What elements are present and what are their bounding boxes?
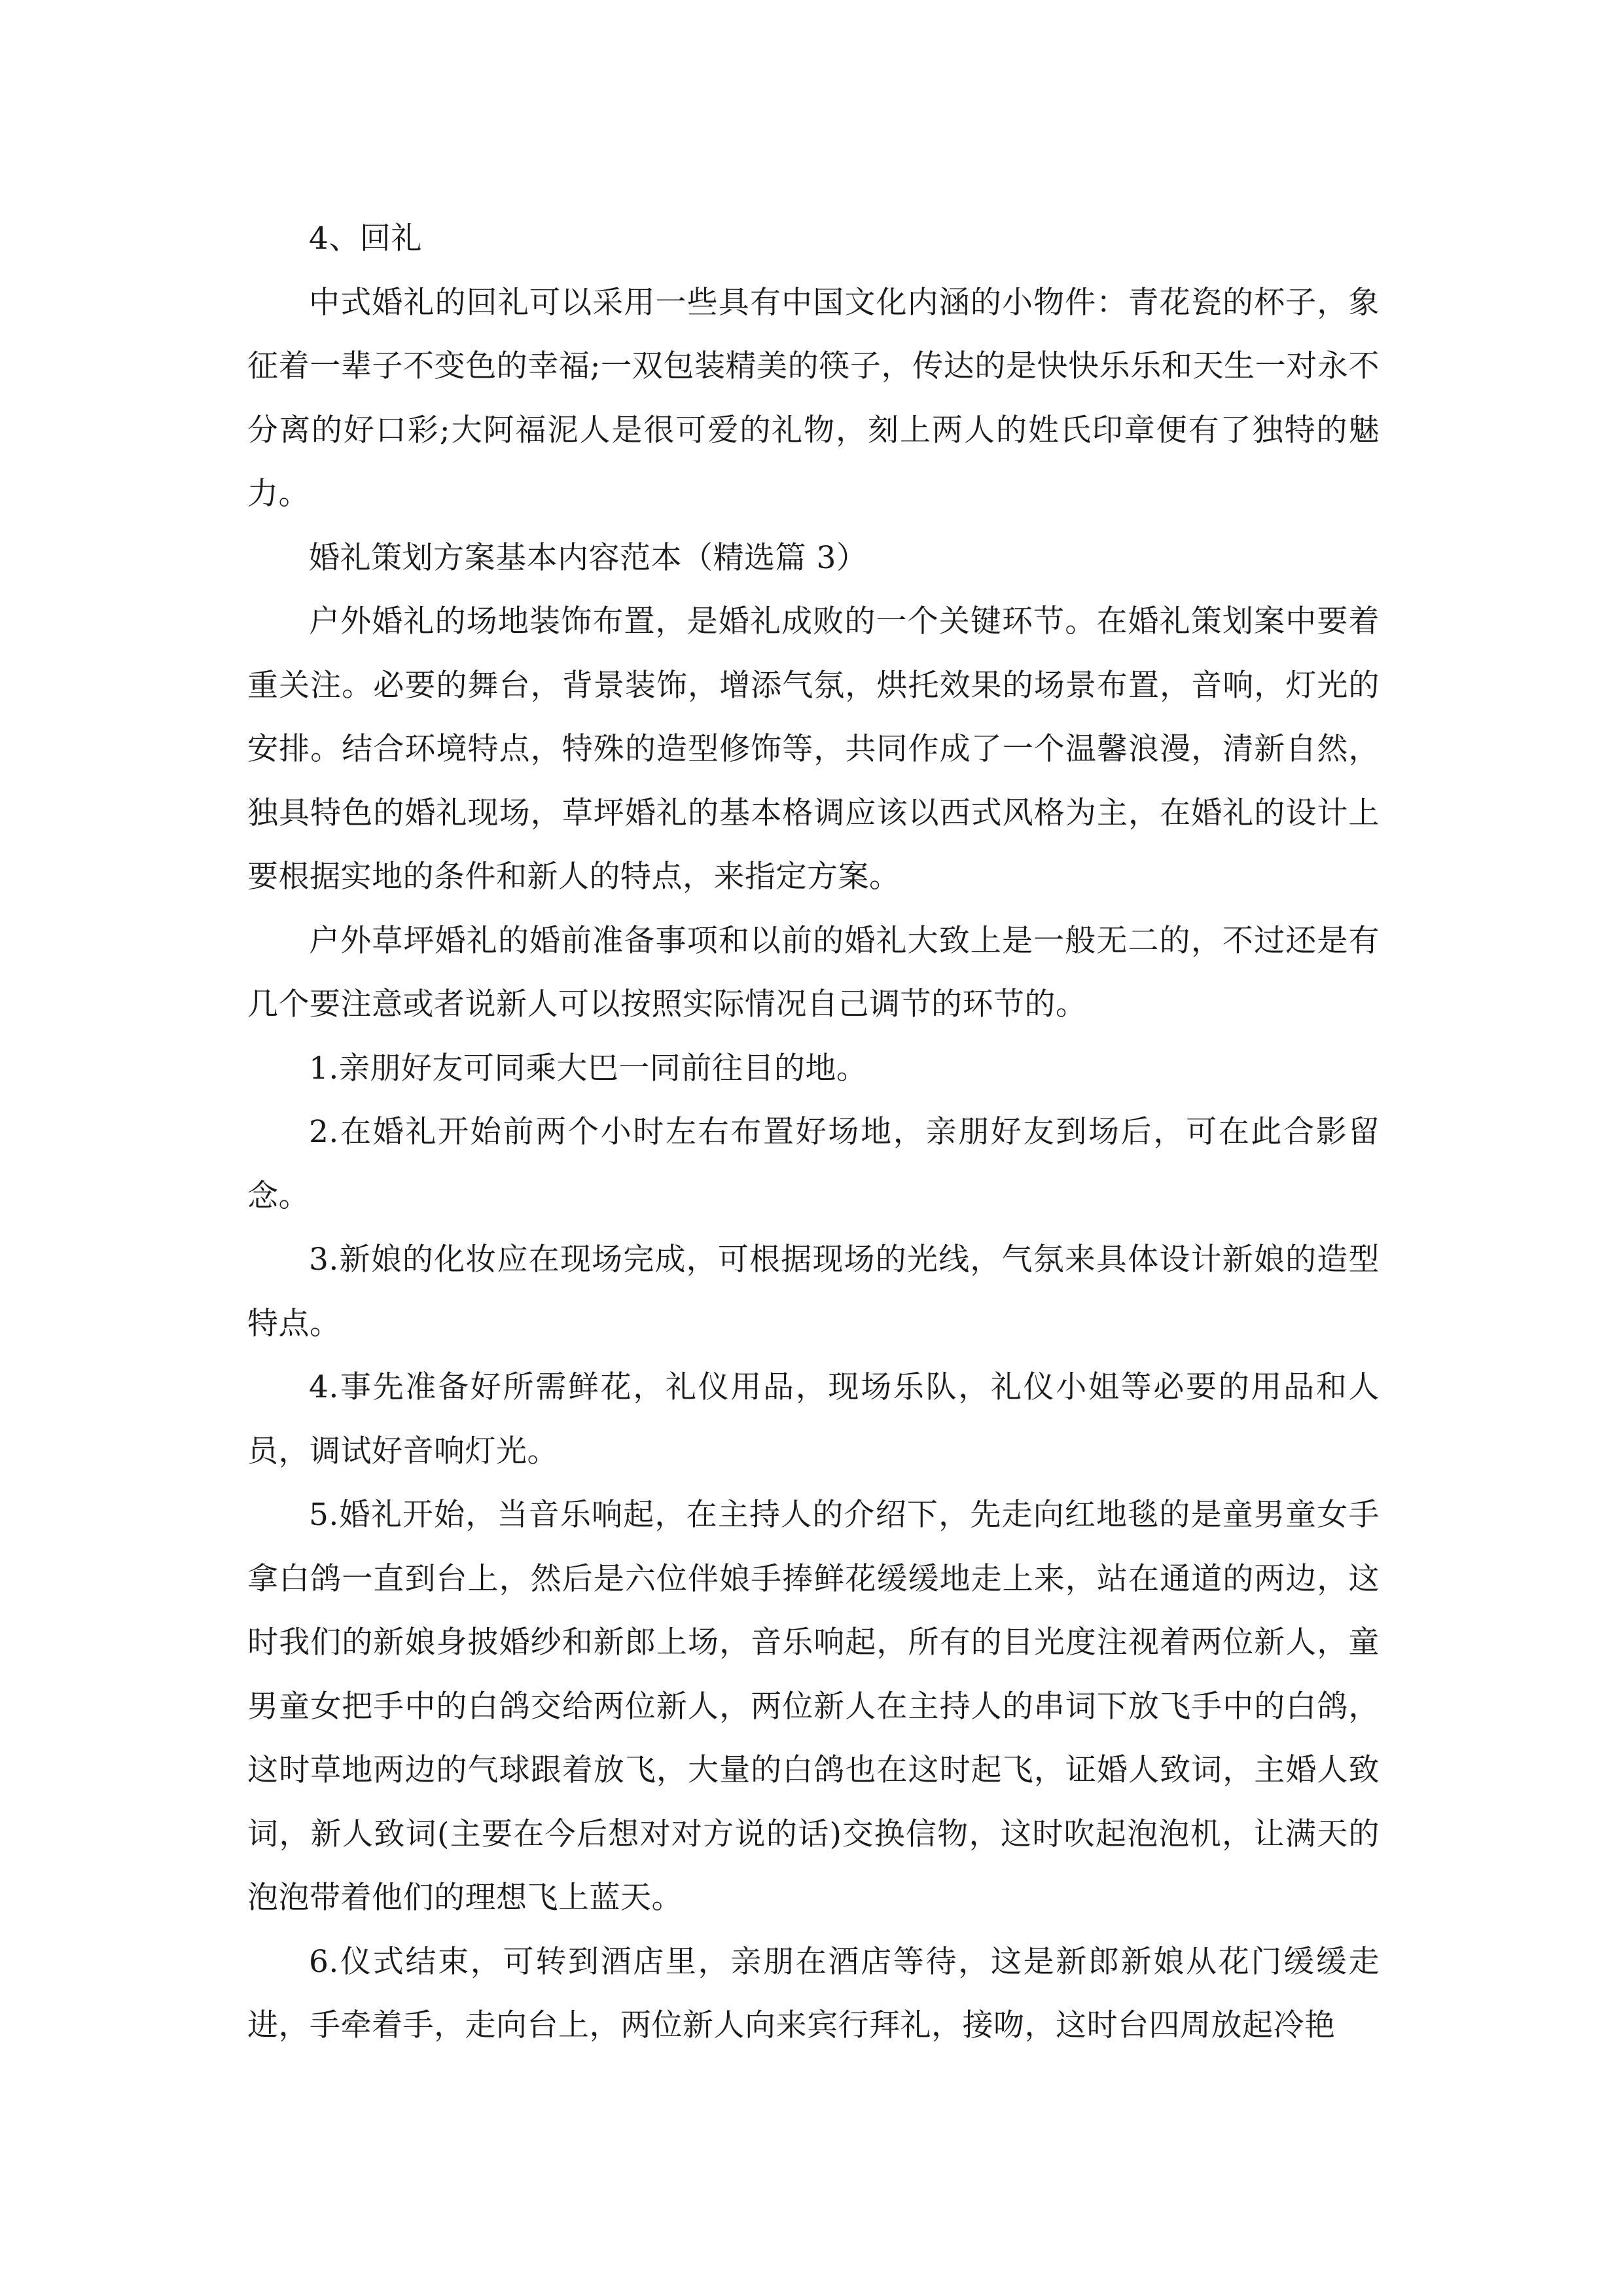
list-item-4: 4.事先准备好所需鲜花，礼仪用品，现场乐队，礼仪小姐等必要的用品和人员，调试好音响灯光。: [247, 1369, 1380, 1469]
list-item-5: 5.婚礼开始，当音乐响起，在主持人的介绍下，先走向红地毯的是童男童女手拿白鸽一直到台上，然后是六位伴娘手捧鲜花缓缓地走上来，站在通道的两边，这时我们的新娘身披婚纱和新郎上场，音乐响起，所有的目光度注视着两位新人，童男童女把手中的白鸽交给两位新人，两位新人在主持人的串词下放飞手中的白鸽，这时草地两边的气球跟着放飞，大量的白鸽也在这时起飞，证婚人致词，主婚人致词，新人致词(主要在今后想对对方说的话)交换信物，这时吹起泡泡机，让满天的泡泡带着他们的理想飞上蓝天。: [247, 1497, 1380, 1916]
section-heading-return-gift: 4、回礼: [309, 221, 422, 257]
paragraph-return-gift: 中式婚礼的回礼可以采用一些具有中国文化内涵的小物件：青花瓷的杯子，象征着一辈子不变色的幸福;一双包装精美的筷子，传达的是快快乐乐和天生一对永不分离的好口彩;大阿福泥人是很可爱的礼物，刻上两人的姓氏印章便有了独特的魅力。: [247, 284, 1380, 512]
section-heading-plan-3: 婚礼策划方案基本内容范本（精选篇 3）: [309, 539, 868, 576]
document-body: [247, 207, 1380, 2058]
paragraph-venue-decoration: 户外婚礼的场地装饰布置，是婚礼成败的一个关键环节。在婚礼策划案中要着重关注。必要的舞台，背景装饰，增添气氛，烘托效果的场景布置，音响，灯光的安排。结合环境特点，特殊的造型修饰等，共同作成了一个温馨浪漫，清新自然，独具特色的婚礼现场，草坪婚礼的基本格调应该以西式风格为主，在婚礼的设计上要根据实地的条件和新人的特点，来指定方案。: [247, 603, 1380, 895]
list-item-1: 1.亲朋好友可同乘大巴一同前往目的地。: [309, 1050, 868, 1086]
list-item-3: 3.新娘的化妆应在现场完成，可根据现场的光线，气氛来具体设计新娘的造型特点。: [247, 1242, 1380, 1342]
list-item-6: 6.仪式结束，可转到酒店里，亲朋在酒店等待，这是新郎新娘从花门缓缓走进，手牵着手，走向台上，两位新人向来宾行拜礼，接吻，这时台四周放起冷艳: [247, 1943, 1380, 2043]
list-item-2: 2.在婚礼开始前两个小时左右布置好场地，亲朋好友到场后，可在此合影留念。: [247, 1114, 1380, 1214]
paragraph-preparation: 户外草坪婚礼的婚前准备事项和以前的婚礼大致上是一般无二的，不过还是有几个要注意或者说新人可以按照实际情况自己调节的环节的。: [247, 922, 1380, 1022]
